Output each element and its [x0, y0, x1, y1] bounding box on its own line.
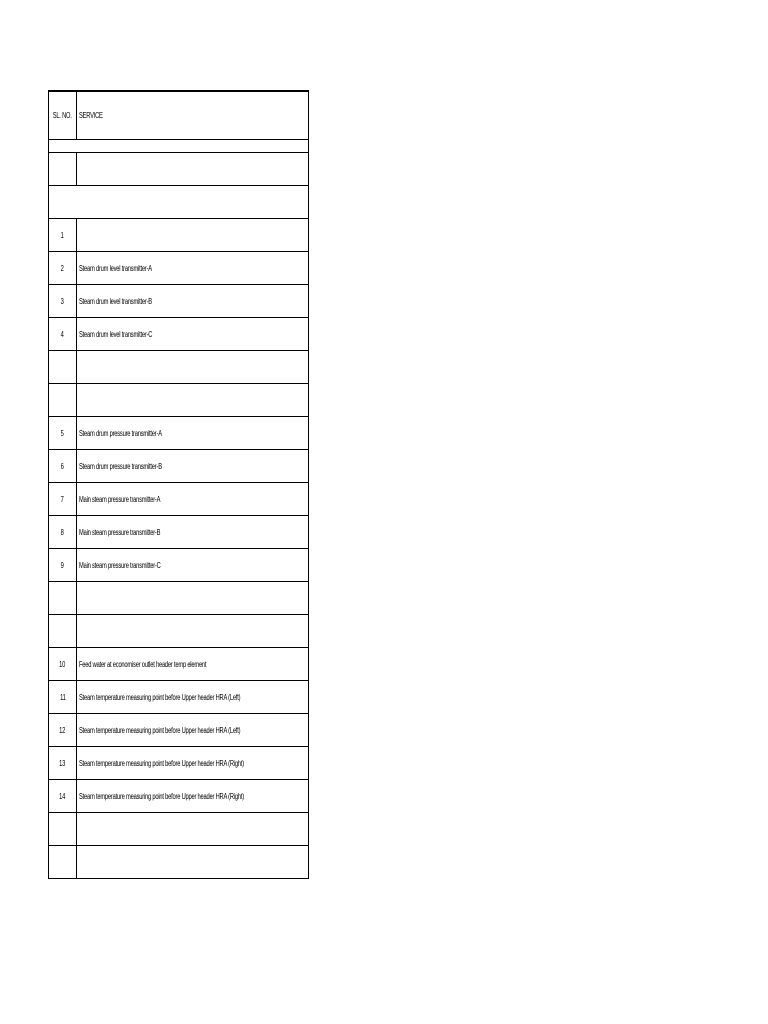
sl-no-cell: 11 — [49, 681, 77, 714]
service-cell: Steam drum level transmitter-A — [77, 252, 309, 285]
sl-no-cell — [49, 582, 77, 615]
table-row — [49, 318, 309, 351]
service-cell: Steam drum level transmitter-B — [77, 285, 309, 318]
service-cell: Main steam pressure transmitter-C — [77, 549, 309, 582]
service-cell: Steam drum pressure transmitter-B — [77, 450, 309, 483]
service-cell: Main steam pressure transmitter-B — [77, 516, 309, 549]
table-row — [49, 648, 309, 681]
sl-no-cell — [49, 384, 77, 417]
table-row — [49, 681, 309, 714]
table-row — [49, 846, 309, 879]
sl-no-cell — [49, 846, 77, 879]
service-cell — [77, 846, 309, 879]
service-cell: Steam temperature measuring point before Upper header HRA (Left) — [77, 714, 309, 747]
service-cell — [77, 813, 309, 846]
service-cell: Steam temperature measuring point before Upper header HRA (Right) — [77, 747, 309, 780]
sl-no-cell: 2 — [49, 252, 77, 285]
sl-no-cell: 3 — [49, 285, 77, 318]
table-row — [49, 582, 309, 615]
sl-no-cell: 12 — [49, 714, 77, 747]
table-row — [49, 252, 309, 285]
spacer-row — [49, 140, 309, 153]
section-row — [49, 186, 309, 219]
service-table-body — [49, 91, 309, 879]
table-row — [49, 351, 309, 384]
service-cell — [77, 615, 309, 648]
service-cell: Feed water at economiser outlet header temp element — [77, 648, 309, 681]
table-row — [49, 780, 309, 813]
table-row — [49, 615, 309, 648]
table-row — [49, 384, 309, 417]
service-cell: Steam temperature measuring point before Upper header HRA (Right) — [77, 780, 309, 813]
service-cell: Steam temperature measuring point before Upper header HRA (Left) — [77, 681, 309, 714]
service-cell: Main steam pressure transmitter-A — [77, 483, 309, 516]
service-cell: Steam drum pressure transmitter-A — [77, 417, 309, 450]
header-service: SERVICE — [77, 91, 309, 140]
table-row — [49, 549, 309, 582]
sl-no-cell — [49, 153, 77, 186]
sl-no-cell: 4 — [49, 318, 77, 351]
table-row — [49, 714, 309, 747]
sl-no-cell — [49, 813, 77, 846]
service-table — [48, 90, 309, 879]
table-row — [49, 417, 309, 450]
service-cell: Steam drum level transmitter-C — [77, 318, 309, 351]
table-row — [49, 153, 309, 186]
service-cell — [77, 384, 309, 417]
table-row — [49, 285, 309, 318]
sl-no-cell: 13 — [49, 747, 77, 780]
sl-no-cell: 8 — [49, 516, 77, 549]
sl-no-cell: 14 — [49, 780, 77, 813]
service-cell — [77, 153, 309, 186]
sl-no-cell — [49, 351, 77, 384]
service-cell — [77, 582, 309, 615]
spacer-cell — [49, 186, 309, 219]
table-row — [49, 747, 309, 780]
table-row — [49, 813, 309, 846]
sl-no-cell: 6 — [49, 450, 77, 483]
sl-no-cell: 7 — [49, 483, 77, 516]
sl-no-cell: 1 — [49, 219, 77, 252]
sl-no-cell: 5 — [49, 417, 77, 450]
table-row — [49, 516, 309, 549]
service-cell — [77, 219, 309, 252]
header-sl-no: SL. NO. — [49, 91, 77, 140]
table-row — [49, 483, 309, 516]
sl-no-cell: 10 — [49, 648, 77, 681]
sl-no-cell: 9 — [49, 549, 77, 582]
table-row — [49, 219, 309, 252]
header-row — [49, 91, 309, 140]
table-row — [49, 450, 309, 483]
service-cell — [77, 351, 309, 384]
sl-no-cell — [49, 615, 77, 648]
spacer-cell — [49, 140, 309, 153]
